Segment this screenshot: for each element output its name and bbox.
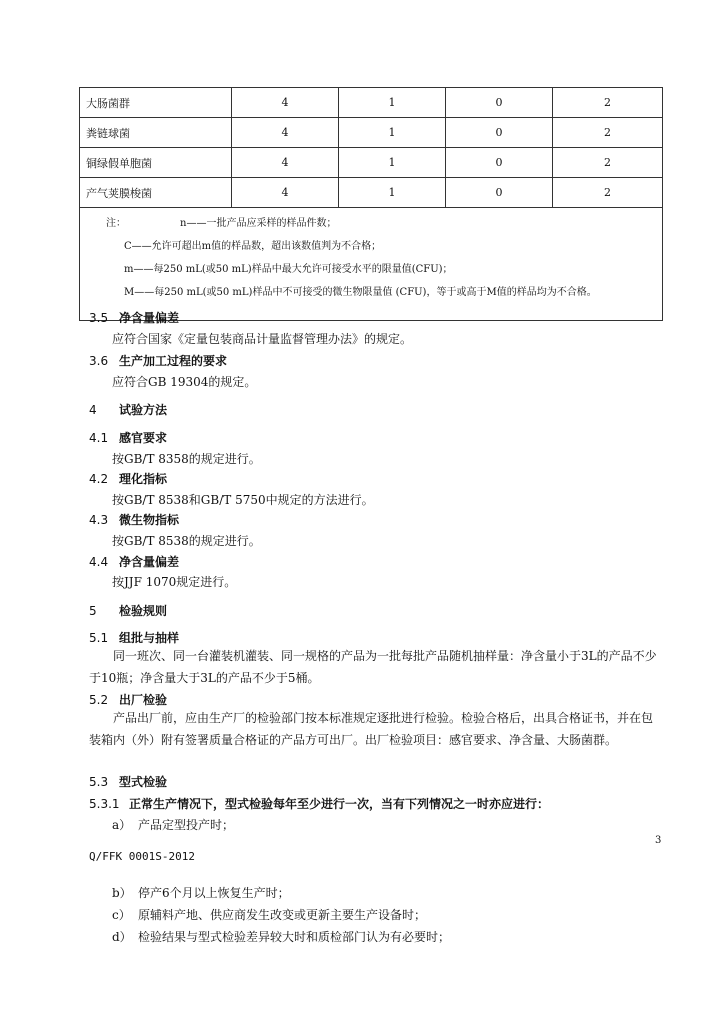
table-cell-c: 1 <box>339 178 446 208</box>
section-paragraph: 同一班次、同一台灌装机灌装、同一规格的产品为一批每批产品随机抽样量：净含量小于3L的产品不少于10瓶；净含量大于3L的产品不少于5桶。 <box>89 649 657 685</box>
note-c: C——允许可超出m值的样品数，超出该数值判为不合格； <box>124 241 382 252</box>
section-heading: 3.5 净含量偏差 <box>89 311 180 325</box>
table-row <box>80 178 663 208</box>
table-row <box>80 88 663 118</box>
table-cell-n: 4 <box>232 148 339 178</box>
section-text: 按GB/T 8358的规定进行。 <box>112 452 261 466</box>
note-m: m——每250 mL(或50 mL)样品中最大允许可接受水平的限量值(CFU)； <box>124 264 453 275</box>
section-text: 按GB/T 8538和GB/T 5750中规定的方法进行。 <box>112 493 374 507</box>
microbial-limits-table <box>79 87 663 321</box>
section-text: 应符合GB 19304的规定。 <box>112 375 257 389</box>
section-text: 按GB/T 8538的规定进行。 <box>112 534 261 548</box>
table-row <box>80 118 663 148</box>
section-text: 按JJF 1070规定进行。 <box>112 575 237 589</box>
table-cell-n: 4 <box>232 178 339 208</box>
note-n: n——一批产品应采样的样品件数； <box>180 218 337 229</box>
table-cell-M: 2 <box>553 178 663 208</box>
section-heading: 4.1 感官要求 <box>89 431 168 445</box>
section-heading: 5.3.1 正常生产情况下，型式检验每年至少进行一次，当有下列情况之一时亦应进行： <box>89 797 550 811</box>
list-item: c） 原辅料产地、供应商发生改变或更新主要生产设备时； <box>112 908 427 922</box>
page-number: 3 <box>655 835 662 846</box>
document-id: Q/FFK 0001S-2012 <box>89 850 195 863</box>
table-cell-item: 大肠菌群 <box>80 88 232 118</box>
section-heading: 3.6 生产加工过程的要求 <box>89 354 228 368</box>
table-notes <box>80 208 663 321</box>
table-cell-item: 粪链球菌 <box>80 118 232 148</box>
section-heading: 5.3 型式检验 <box>89 775 168 789</box>
table-cell-M: 2 <box>553 118 663 148</box>
table-cell-c: 1 <box>339 88 446 118</box>
section-heading: 4.3 微生物指标 <box>89 513 180 527</box>
section-heading: 5.2 出厂检验 <box>89 693 168 707</box>
table-cell-item: 产气荚膜梭菌 <box>80 178 232 208</box>
section-heading: 5 检验规则 <box>89 604 168 618</box>
section-heading: 5.1 组批与抽样 <box>89 631 180 645</box>
section-heading: 4 试验方法 <box>89 403 168 417</box>
section-heading: 4.2 理化指标 <box>89 472 168 486</box>
section-text: 应符合国家《定量包装商品计量监督管理办法》的规定。 <box>112 332 413 346</box>
table-cell-m: 0 <box>446 88 553 118</box>
table-notes-row <box>80 208 663 321</box>
table-cell-c: 1 <box>339 118 446 148</box>
table-cell-item: 铜绿假单胞菌 <box>80 148 232 178</box>
table-cell-m: 0 <box>446 178 553 208</box>
section-paragraph: 产品出厂前，应由生产厂的检验部门按本标准规定逐批进行检验。检验合格后，出具合格证书，并在包装箱内（外）附有签署质量合格证的产品方可出厂。出厂检验项目：感官要求、净含量、大肠菌群。 <box>89 711 654 747</box>
table-cell-n: 4 <box>232 118 339 148</box>
table-cell-M: 2 <box>553 88 663 118</box>
table-cell-n: 4 <box>232 88 339 118</box>
list-item: a） 产品定型投产时； <box>112 818 235 832</box>
table-cell-M: 2 <box>553 148 663 178</box>
table-row <box>80 148 663 178</box>
notes-label: 注： <box>106 218 126 229</box>
table-cell-m: 0 <box>446 118 553 148</box>
table-cell-c: 1 <box>339 148 446 178</box>
table-cell-m: 0 <box>446 148 553 178</box>
list-item: d） 检验结果与型式检验差异较大时和质检部门认为有必要时； <box>112 930 451 944</box>
list-item: b） 停产6个月以上恢复生产时； <box>112 886 290 900</box>
note-M: M——每250 mL(或50 mL)样品中不可接受的微生物限量值 (CFU)，等于或高于M值的样品均为不合格。 <box>124 287 597 298</box>
section-heading: 4.4 净含量偏差 <box>89 555 180 569</box>
